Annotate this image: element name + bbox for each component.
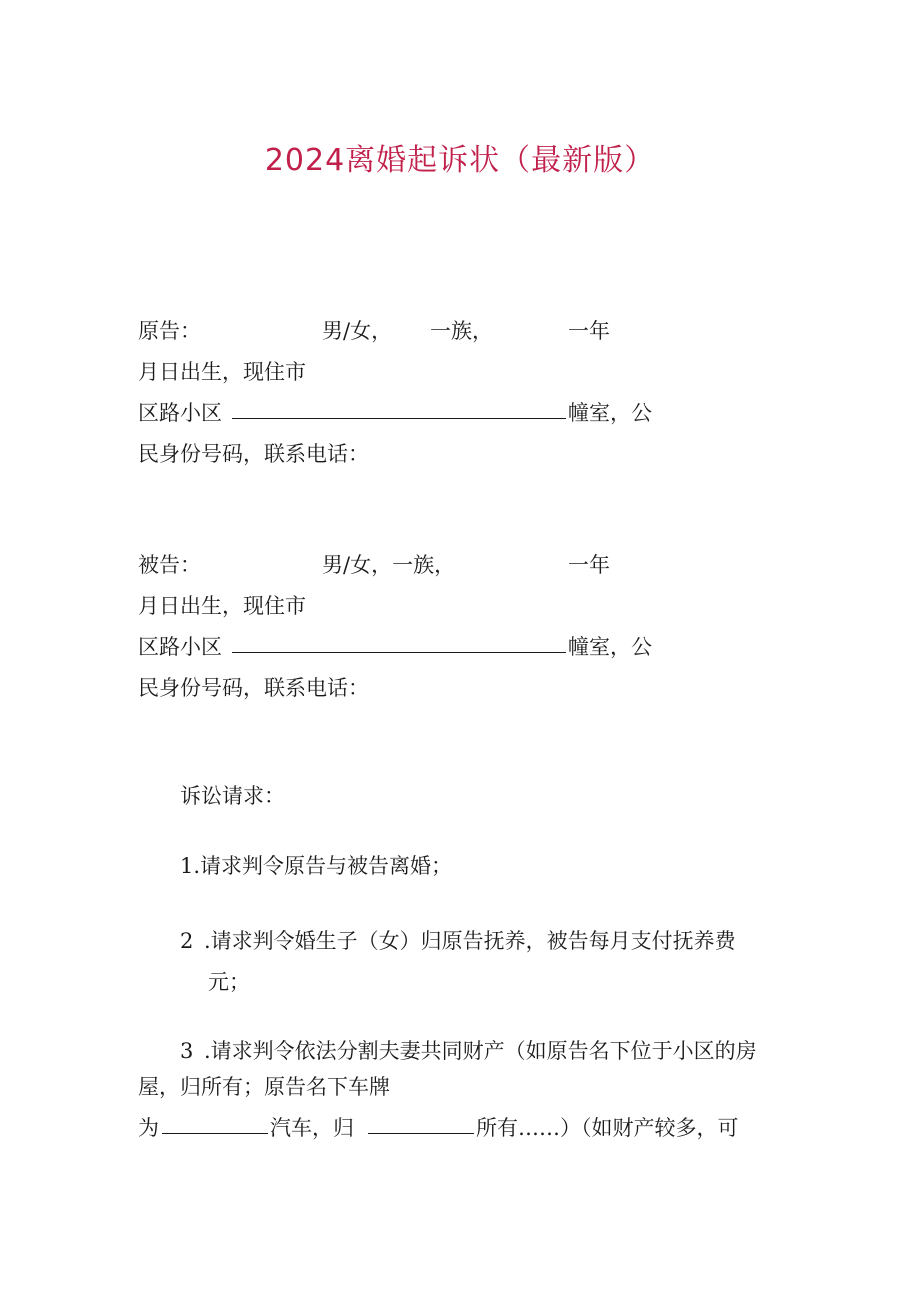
claim-item-2-continuation: 元；	[208, 970, 250, 994]
document-title: 2024离婚起诉状（最新版）	[264, 143, 656, 178]
defendant-address-end: 幢室，公	[568, 635, 652, 659]
defendant-address-start: 区路小区	[138, 635, 222, 659]
plaintiff-id-line: 民身份号码，联系电话：	[138, 442, 369, 466]
claim-item-2-number: 2	[180, 929, 194, 953]
claim-item-1: 1.请求判令原告与被告离婚；	[180, 854, 453, 878]
claim-item-3-line3-b: 汽车，归	[270, 1116, 354, 1140]
defendant-label: 被告：	[138, 553, 201, 577]
defendant-year: 一年	[568, 553, 610, 577]
plaintiff-address-start: 区路小区	[138, 401, 222, 425]
claim-item-3-text: .请求判令依法分割夫妻共同财产（如原告名下位于小区的房	[204, 1039, 757, 1063]
defendant-gender-ethnicity: 男/女，一族，	[322, 553, 456, 577]
defendant-address-blank	[232, 632, 566, 653]
claim-item-3-line3-a: 为	[138, 1116, 159, 1140]
plate-blank	[162, 1113, 268, 1134]
plaintiff-ethnicity: 一族，	[430, 319, 493, 343]
plaintiff-birth-line: 月日出生，现住市	[138, 360, 306, 384]
claim-item-3-line3-c: 所有……）（如财产较多，可	[476, 1116, 739, 1140]
claim-item-3-line2: 屋，归所有；原告名下车牌	[138, 1075, 390, 1099]
defendant-birth-line: 月日出生，现住市	[138, 594, 306, 618]
plaintiff-gender: 男/女，	[322, 319, 393, 343]
plaintiff-address-blank	[232, 398, 566, 419]
defendant-id-line: 民身份号码，联系电话：	[138, 676, 369, 700]
claim-item-3-number: 3	[180, 1039, 194, 1063]
plaintiff-year: 一年	[568, 319, 610, 343]
claim-item-2-text: .请求判令婚生子（女）归原告抚养，被告每月支付抚养费	[204, 929, 736, 953]
plaintiff-address-end: 幢室，公	[568, 401, 652, 425]
claims-heading: 诉讼请求：	[180, 784, 285, 808]
plaintiff-label: 原告：	[138, 319, 201, 343]
owner-blank	[368, 1113, 474, 1134]
